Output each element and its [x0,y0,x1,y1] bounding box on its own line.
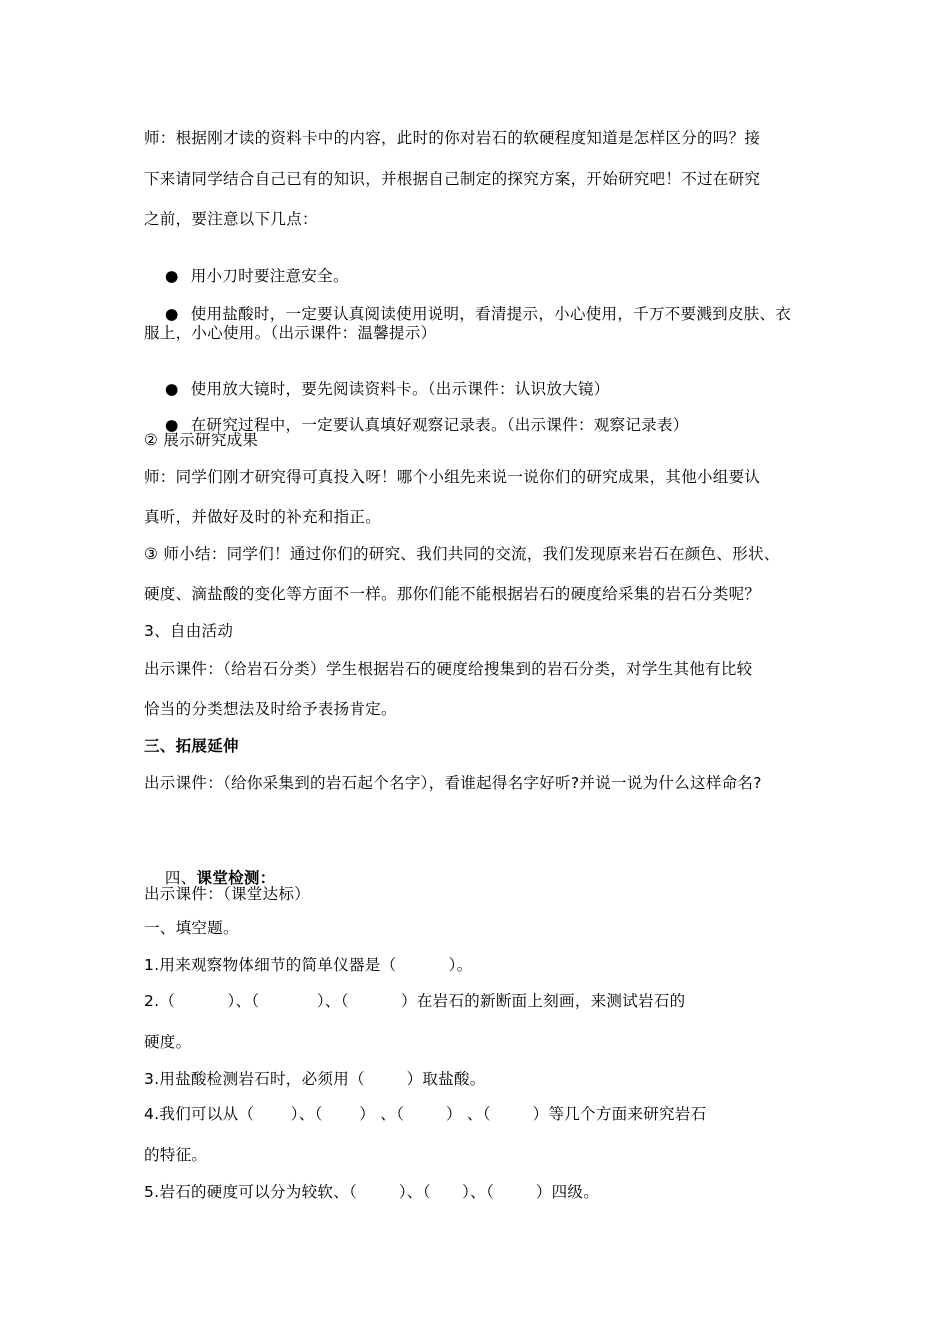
bullet-text: 使用放大镜时，要先阅读资料卡。（出示课件：认识放大镜） [190,380,610,398]
section-title: 课堂检测： [196,869,276,887]
paragraph-line: 师：同学们刚才研究得可真投入呀！哪个小组先来说一说你们的研究成果，其他小组要认 [144,468,761,486]
question-line: 5.岩石的硬度可以分为较软、（ ）、（ ）、（ ）四级。 [144,1183,600,1201]
section-number: 四、 [164,869,197,887]
bullet-text: 使用盐酸时，一定要认真阅读使用说明，看清提示，小心使用，千万不要溅到皮肤、衣 [190,305,792,323]
paragraph-line: 真听，并做好及时的补充和指正。 [144,508,382,526]
question-line: 1.用来观察物体细节的简单仪器是（ ）。 [144,956,473,974]
bullet-icon: ● [164,380,179,398]
bullet-text: 在研究过程中，一定要认真填好观察记录表。（出示课件：观察记录表） [190,416,689,434]
paragraph-line: 下来请同学结合自己已有的知识，并根据自己制定的探究方案，开始研究吧！不过在研究 [144,170,761,188]
section-heading: 3、自由活动 [144,622,234,640]
bullet-icon: ● [164,305,179,323]
question-line: 的特征。 [144,1146,208,1164]
question-line: 2.（ ）、（ ）、（ ）在岩石的新断面上刻画，来测试岩石的 [144,992,686,1010]
paragraph-line: 一、填空题。 [144,919,239,937]
section-heading: ② 展示研究成果 [144,431,259,449]
question-line: 硬度。 [144,1033,192,1051]
paragraph-line: 出示课件：（给岩石分类）学生根据岩石的硬度给搜集到的岩石分类，对学生其他有比较 [144,660,753,678]
question-line: 4.我们可以从（ ）、（ ） 、（ ） 、（ ）等几个方面来研究岩石 [144,1105,707,1123]
paragraph-line: 出示课件：（课堂达标） [144,885,311,903]
paragraph-line: 师：根据刚才读的资料卡中的内容，此时的你对岩石的软硬程度知道是怎样区分的吗？接 [144,129,761,147]
bullet-icon: ● [164,416,179,434]
paragraph-line: 服上，小心使用。（出示课件：温馨提示） [144,324,437,342]
question-line: 3.用盐酸检测岩石时，必须用（ ）取盐酸。 [144,1070,486,1088]
paragraph-line: 恰当的分类想法及时给予表扬肯定。 [144,700,397,718]
paragraph-line: 出示课件：（给你采集到的岩石起个名字），看谁起得名字好听?并说一说为什么这样命名? [144,774,762,792]
paragraph-line: 硬度、滴盐酸的变化等方面不一样。那你们能不能根据岩石的硬度给采集的岩石分类呢？ [144,585,761,603]
bullet-icon: ● [164,267,179,285]
paragraph-line: ③ 师小结：同学们！通过你们的研究、我们共同的交流，我们发现原来岩石在颜色、形状、 [144,545,780,563]
section-heading: 三、拓展延伸 [144,737,239,755]
bullet-text: 用小刀时要注意安全。 [190,267,349,285]
paragraph-line: 之前，要注意以下几点： [144,210,318,228]
